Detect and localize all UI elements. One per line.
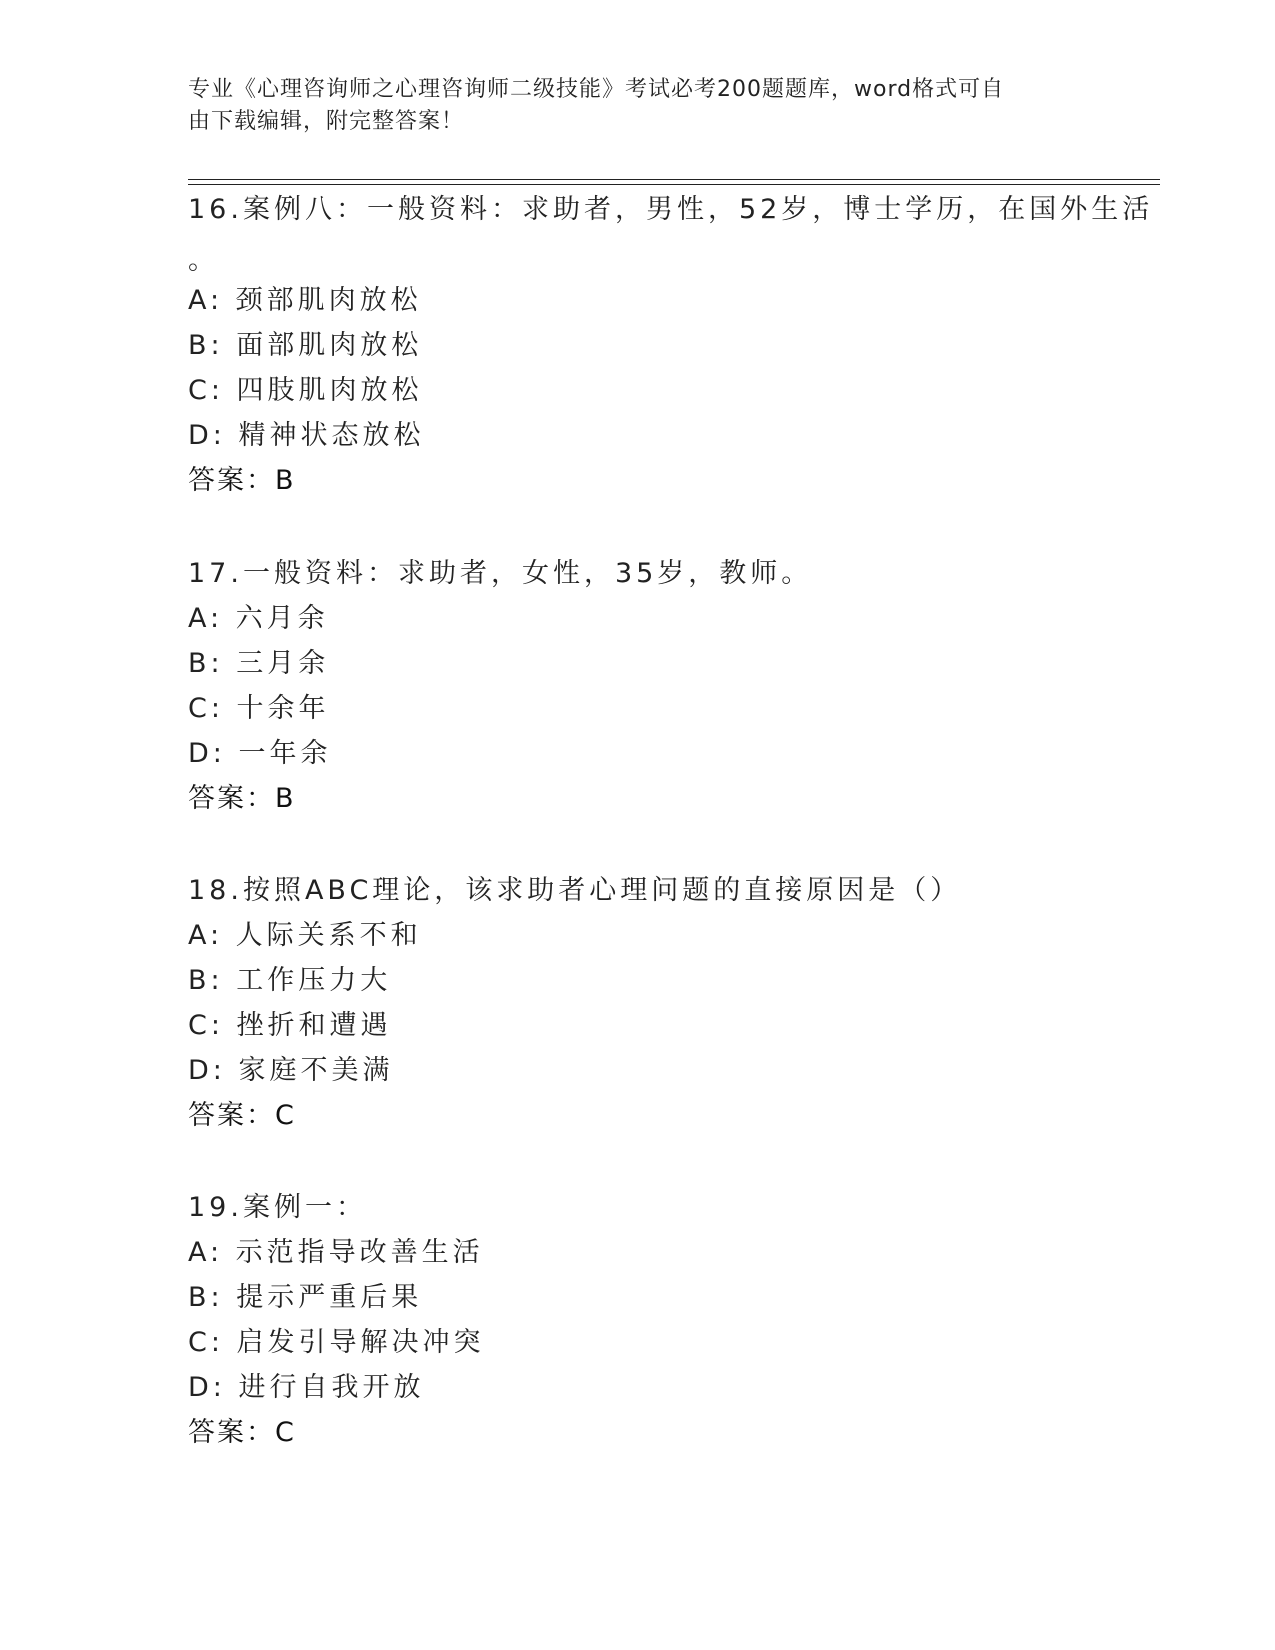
question-stem: 18.按照ABC理论，该求助者心理问题的直接原因是（） — [188, 875, 962, 906]
option-c: C: 挫折和遭遇 — [188, 1010, 392, 1041]
question-stem: 17.一般资料：求助者，女性，35岁，教师。 — [188, 558, 813, 589]
question-stem: 19.案例一： — [188, 1192, 367, 1223]
option-d: D: 家庭不美满 — [188, 1055, 394, 1086]
option-c: C: 十余年 — [188, 693, 330, 724]
option-b: B: 三月余 — [188, 648, 330, 679]
answer: 答案：B — [188, 783, 296, 814]
option-a: A: 示范指导改善生活 — [188, 1237, 484, 1268]
option-d: D: 进行自我开放 — [188, 1372, 425, 1403]
header-line-1: 专业《心理咨询师之心理咨询师二级技能》考试必考200题题库，word格式可自 — [188, 77, 1005, 102]
question-stem-continuation: 。 — [188, 245, 219, 276]
answer: 答案：C — [188, 1100, 296, 1131]
option-b: B: 提示严重后果 — [188, 1282, 423, 1313]
option-d: D: 一年余 — [188, 738, 332, 769]
answer: 答案：C — [188, 1417, 296, 1448]
option-d: D: 精神状态放松 — [188, 420, 425, 451]
option-c: C: 四肢肌肉放松 — [188, 375, 423, 406]
option-a: A: 六月余 — [188, 603, 329, 634]
question-stem: 16.案例八：一般资料：求助者，男性，52岁，博士学历，在国外生活 — [188, 194, 1154, 225]
option-c: C: 启发引导解决冲突 — [188, 1327, 485, 1358]
option-b: B: 工作压力大 — [188, 965, 392, 996]
answer: 答案：B — [188, 465, 296, 496]
option-a: A: 人际关系不和 — [188, 920, 422, 951]
document-header — [188, 74, 1068, 138]
option-b: B: 面部肌肉放松 — [188, 330, 423, 361]
option-a: A: 颈部肌肉放松 — [188, 285, 422, 316]
header-line-2: 由下载编辑，附完整答案！ — [188, 109, 465, 134]
header-divider-top — [188, 179, 1160, 180]
header-divider-bottom — [188, 184, 1160, 185]
